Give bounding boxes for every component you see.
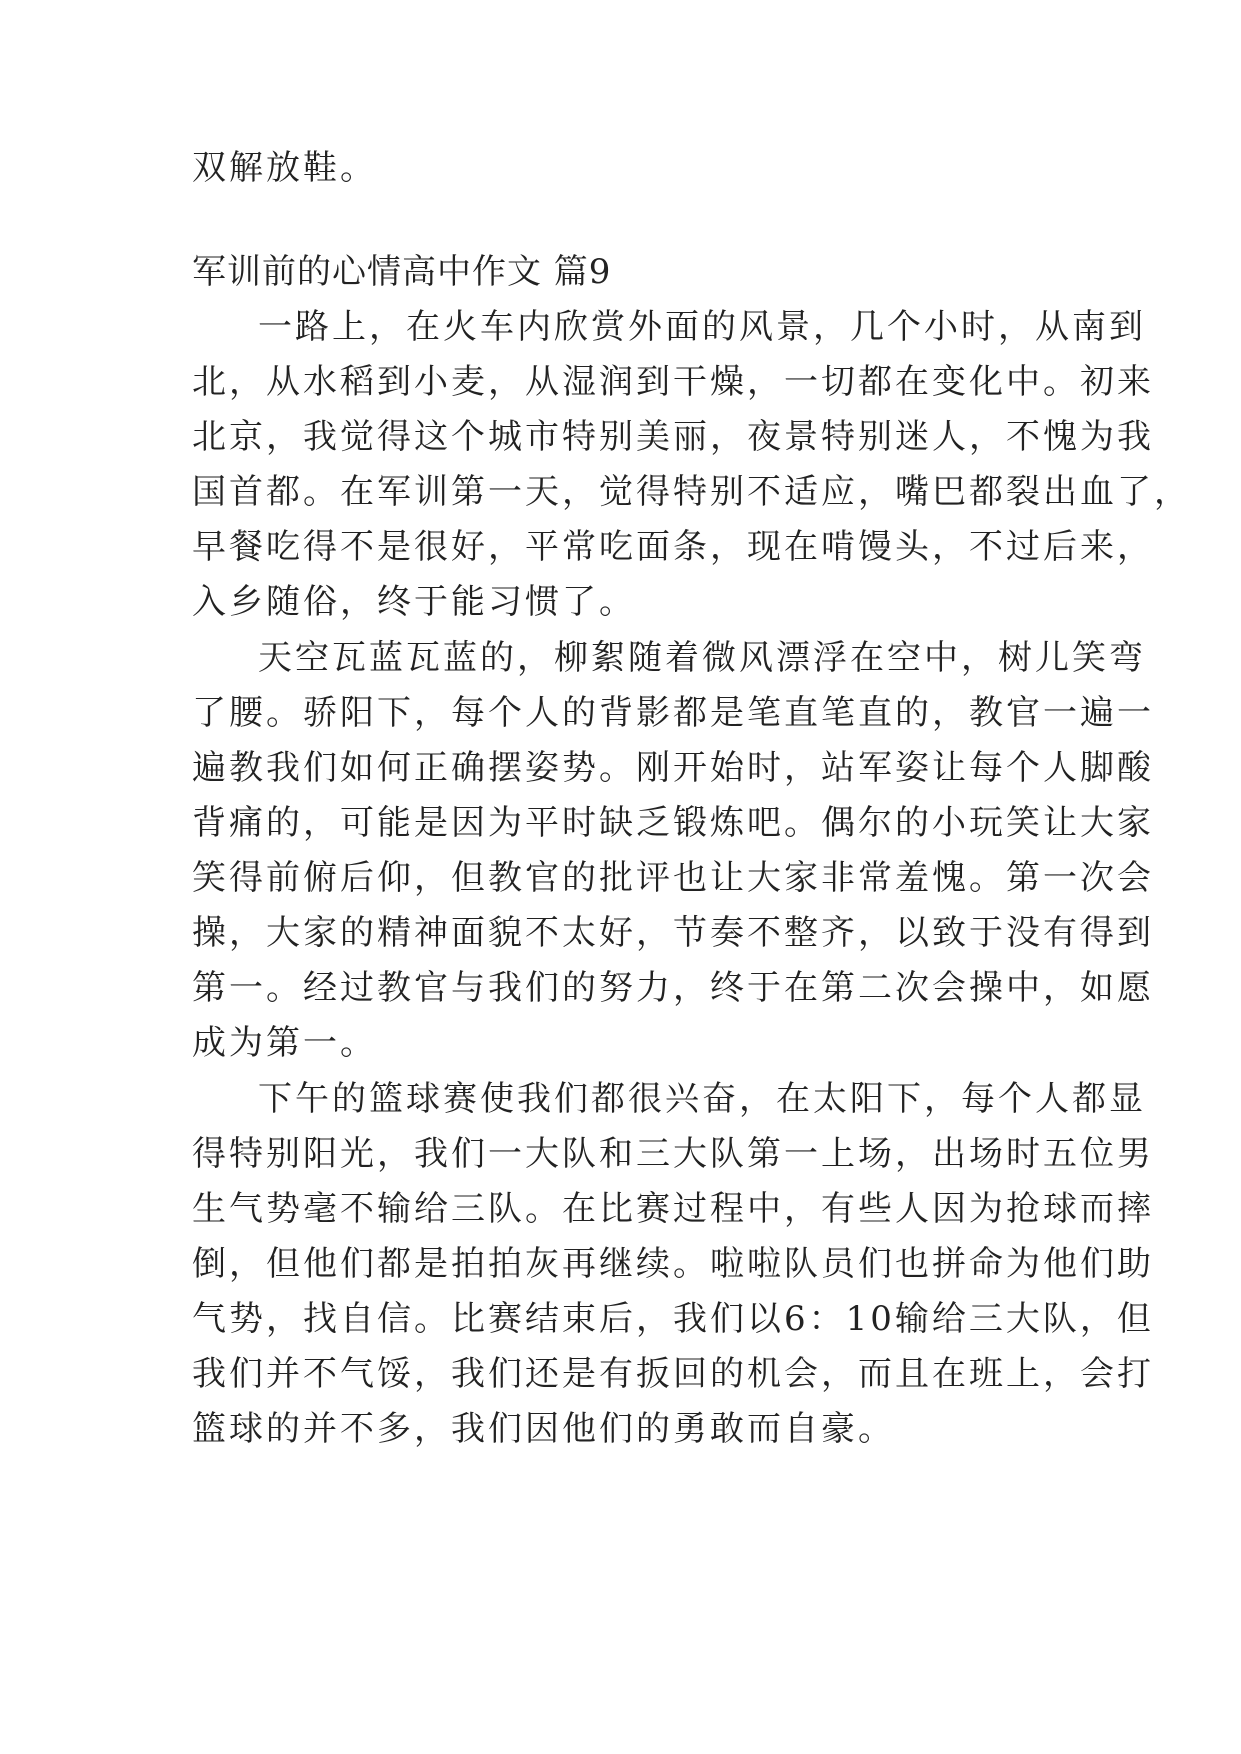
- paragraph-1-line-1: 一路上，在火车内欣赏外面的风景，几个小时，从南到: [258, 307, 1146, 347]
- paragraph-1-line-4: 国首都。在军训第一天，觉得特别不适应，嘴巴都裂出血了，: [192, 472, 1191, 512]
- paragraph-2-line-5: 笑得前俯后仰，但教官的批评也让大家非常羞愧。第一次会: [192, 858, 1154, 898]
- paragraph-1-line-2: 北，从水稻到小麦，从湿润到干燥，一切都在变化中。初来: [192, 362, 1154, 402]
- text-line-continuation: 双解放鞋。: [192, 148, 377, 188]
- paragraph-2-line-3: 遍教我们如何正确摆姿势。刚开始时，站军姿让每个人脚酸: [192, 748, 1154, 788]
- section-heading: 军训前的心情高中作文 篇9: [192, 252, 612, 292]
- paragraph-2-line-7: 第一。经过教官与我们的努力，终于在第二次会操中，如愿: [192, 968, 1154, 1008]
- paragraph-1-line-3: 北京，我觉得这个城市特别美丽，夜景特别迷人，不愧为我: [192, 417, 1154, 457]
- paragraph-2-line-2: 了腰。骄阳下，每个人的背影都是笔直笔直的，教官一遍一: [192, 693, 1154, 733]
- paragraph-3-line-3: 生气势毫不输给三队。在比赛过程中，有些人因为抢球而摔: [192, 1189, 1154, 1229]
- paragraph-1-line-5: 早餐吃得不是很好，平常吃面条，现在啃馒头，不过后来，: [192, 527, 1154, 567]
- paragraph-2-line-1: 天空瓦蓝瓦蓝的，柳絮随着微风漂浮在空中，树儿笑弯: [258, 638, 1146, 678]
- paragraph-2-line-4: 背痛的，可能是因为平时缺乏锻炼吧。偶尔的小玩笑让大家: [192, 803, 1154, 843]
- paragraph-3-line-4: 倒，但他们都是拍拍灰再继续。啦啦队员们也拼命为他们助: [192, 1244, 1154, 1284]
- paragraph-3-line-1: 下午的篮球赛使我们都很兴奋，在太阳下，每个人都显: [258, 1079, 1146, 1119]
- paragraph-2-line-6: 操，大家的精神面貌不太好，节奏不整齐，以致于没有得到: [192, 913, 1154, 953]
- paragraph-2-line-8: 成为第一。: [192, 1023, 377, 1063]
- paragraph-3-line-2: 得特别阳光，我们一大队和三大队第一上场，出场时五位男: [192, 1134, 1154, 1174]
- paragraph-1-line-6: 入乡随俗，终于能习惯了。: [192, 582, 636, 622]
- paragraph-3-line-5: 气势，找自信。比赛结束后，我们以6：10输给三大队，但: [192, 1299, 1154, 1339]
- paragraph-3-line-6: 我们并不气馁，我们还是有扳回的机会，而且在班上，会打: [192, 1354, 1154, 1394]
- paragraph-3-line-7: 篮球的并不多，我们因他们的勇敢而自豪。: [192, 1409, 895, 1449]
